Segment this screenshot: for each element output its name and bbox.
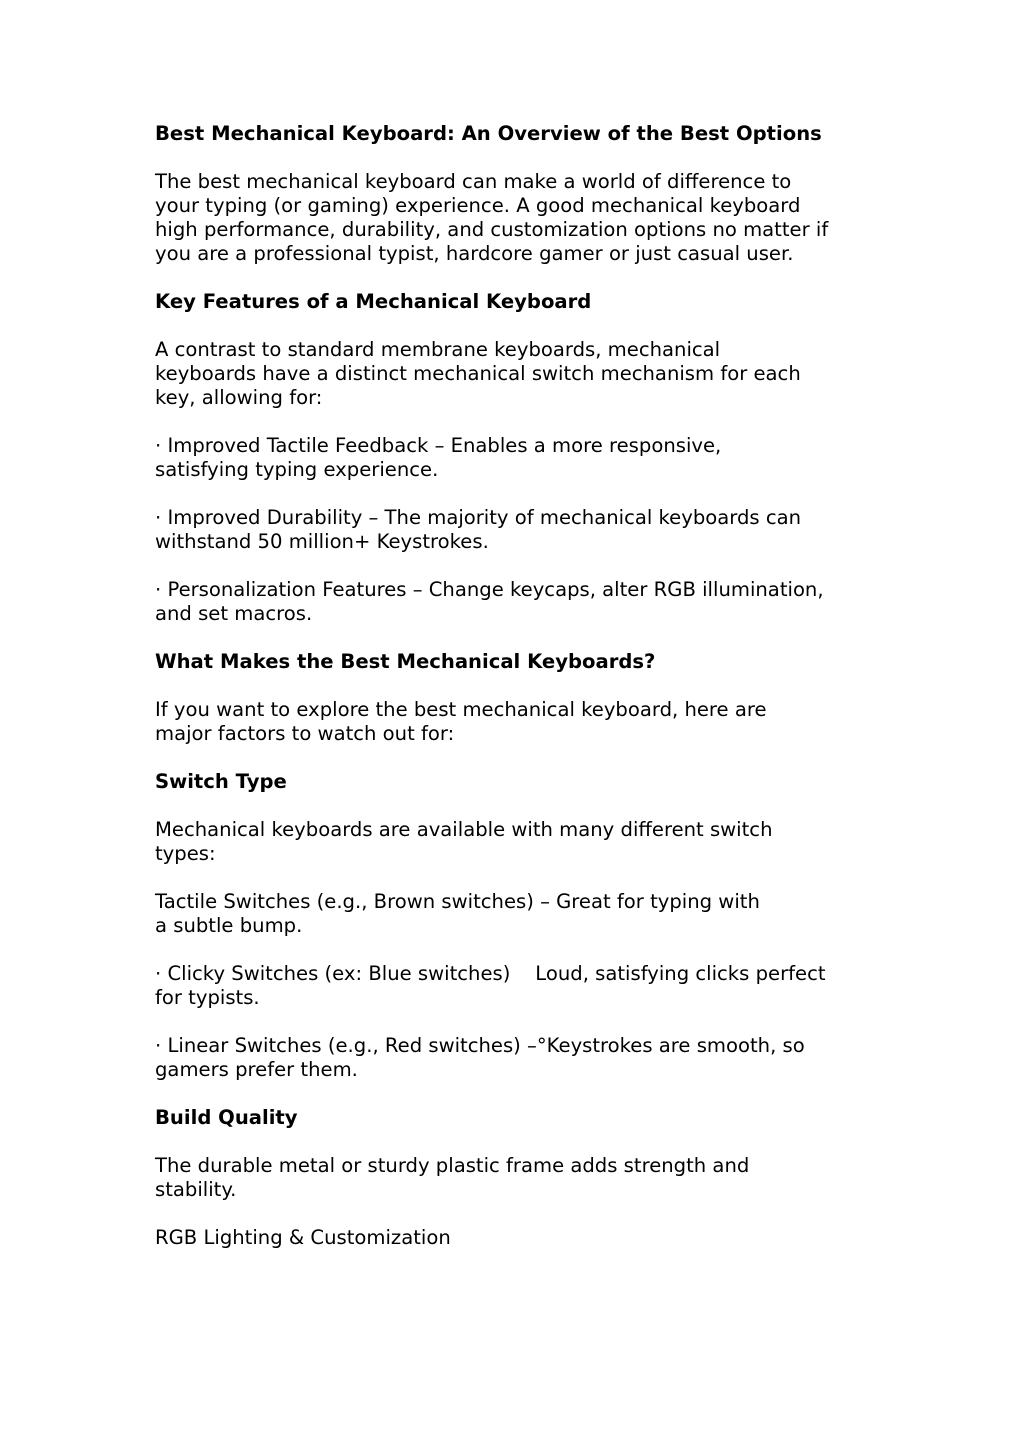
bullet-clicky-switches <box>155 962 875 1010</box>
text-line: Mechanical keyboards are available with many different switch <box>155 818 773 841</box>
text-line: for typists. <box>155 986 260 1009</box>
text-line: · Linear Switches (e.g., Red switches) –°Keystrokes are smooth, so <box>155 1034 805 1057</box>
text-line: major factors to watch out for: <box>155 722 455 745</box>
section-heading-build-quality <box>155 1106 875 1130</box>
text-line: What Makes the Best Mechanical Keyboards? <box>155 650 656 673</box>
text-line: RGB Lighting & Customization <box>155 1226 451 1249</box>
text-line: Switch Type <box>155 770 287 793</box>
key-features-paragraph <box>155 338 875 410</box>
text-line: key, allowing for: <box>155 386 323 409</box>
switch-type-paragraph <box>155 818 875 866</box>
text-line: satisfying typing experience. <box>155 458 439 481</box>
bullet-linear-switches <box>155 1034 875 1082</box>
bullet-durability <box>155 506 875 554</box>
text-line: stability. <box>155 1178 237 1201</box>
intro-paragraph <box>155 170 875 266</box>
text-line: The best mechanical keyboard can make a world of difference to <box>155 170 792 193</box>
text-line: The durable metal or sturdy plastic frame adds strength and <box>155 1154 750 1177</box>
bullet-tactile-feedback <box>155 434 875 482</box>
text-line: you are a professional typist, hardcore gamer or just casual user. <box>155 242 794 265</box>
document-title <box>155 122 875 146</box>
rgb-lighting-line <box>155 1226 875 1250</box>
text-line: · Personalization Features – Change keycaps, alter RGB illumination, <box>155 578 824 601</box>
text-line: · Improved Durability – The majority of mechanical keyboards can <box>155 506 802 529</box>
text-line: a subtle bump. <box>155 914 303 937</box>
text-line: your typing (or gaming) experience. A good mechanical keyboard <box>155 194 801 217</box>
text-line: Build Quality <box>155 1106 298 1129</box>
text-line: Best Mechanical Keyboard: An Overview of the Best Options <box>155 122 822 145</box>
section-heading-key-features <box>155 290 875 314</box>
text-line: withstand 50 million+ Keystrokes. <box>155 530 489 553</box>
text-line: Key Features of a Mechanical Keyboard <box>155 290 592 313</box>
section-heading-switch-type <box>155 770 875 794</box>
document-page <box>155 122 875 1274</box>
text-line: gamers prefer them. <box>155 1058 358 1081</box>
bullet-personalization <box>155 578 875 626</box>
section-heading-what-makes-best <box>155 650 875 674</box>
build-quality-paragraph <box>155 1154 875 1202</box>
text-line: Tactile Switches (e.g., Brown switches) – Great for typing with <box>155 890 760 913</box>
text-line: high performance, durability, and customization options no matter if <box>155 218 829 241</box>
text-line: A contrast to standard membrane keyboards, mechanical <box>155 338 721 361</box>
text-line: keyboards have a distinct mechanical switch mechanism for each <box>155 362 801 385</box>
tactile-switches-paragraph <box>155 890 875 938</box>
text-line: · Improved Tactile Feedback – Enables a more responsive, <box>155 434 722 457</box>
text-line: If you want to explore the best mechanical keyboard, here are <box>155 698 767 721</box>
factors-paragraph <box>155 698 875 746</box>
text-line: types: <box>155 842 216 865</box>
text-line: · Clicky Switches (ex: Blue switches) Loud, satisfying clicks perfect <box>155 962 826 985</box>
text-line: and set macros. <box>155 602 313 625</box>
